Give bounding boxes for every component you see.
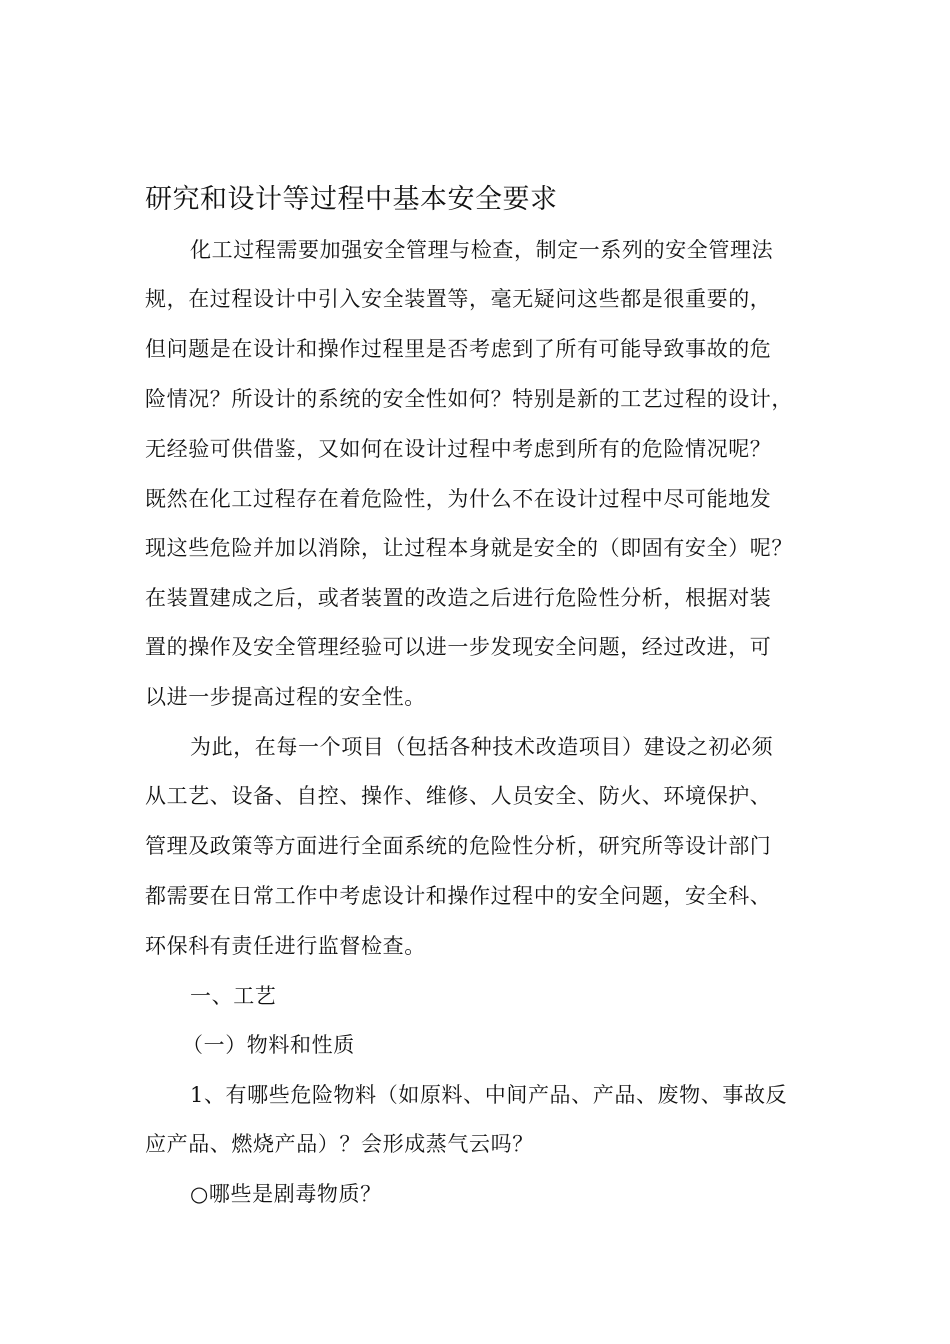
paragraph-1-line: 在装置建成之后，或者装置的改造之后进行危险性分析，根据对装 — [145, 586, 772, 610]
paragraph-2-line: 环保科有责任进行监督检查。 — [145, 934, 426, 958]
paragraph-1-line: 化工过程需要加强安全管理与检查，制定一系列的安全管理法 — [190, 238, 774, 262]
paragraph-1-line: 既然在化工过程存在着危险性，为什么不在设计过程中尽可能地发 — [145, 487, 772, 511]
paragraph-1-line: 置的操作及安全管理经验可以进一步发现安全问题，经过改进，可 — [145, 635, 772, 659]
list-item-line: ○哪些是剧毒物质？ — [190, 1182, 382, 1206]
paragraph-2-line: 都需要在日常工作中考虑设计和操作过程中的安全问题，安全科、 — [145, 884, 772, 908]
paragraph-1-line: 规，在过程设计中引入安全装置等，毫无疑问这些都是很重要的， — [145, 287, 772, 311]
subsection-heading: （一）物料和性质 — [182, 1033, 355, 1057]
paragraph-2-line: 从工艺、设备、自控、操作、维修、人员安全、防火、环境保护、 — [145, 784, 772, 808]
paragraph-1-line: 但问题是在设计和操作过程里是否考虑到了所有可能导致事故的危 — [145, 337, 772, 361]
list-item-line: 应产品、燃烧产品）？会形成蒸气云吗？ — [145, 1132, 534, 1156]
document-title: 研究和设计等过程中基本安全要求 — [145, 184, 558, 215]
section-heading: 一、工艺 — [190, 984, 277, 1008]
paragraph-1-line: 以进一步提高过程的安全性。 — [145, 685, 426, 709]
paragraph-1-line: 险情况？所设计的系统的安全性如何？特别是新的工艺过程的设计， — [145, 387, 793, 411]
paragraph-1-line: 现这些危险并加以消除，让过程本身就是安全的（即固有安全）呢？ — [145, 536, 793, 560]
paragraph-2-line: 为此，在每一个项目（包括各种技术改造项目）建设之初必须 — [190, 735, 774, 759]
paragraph-2-line: 管理及政策等方面进行全面系统的危险性分析，研究所等设计部门 — [145, 834, 772, 858]
paragraph-1-line: 无经验可供借鉴，又如何在设计过程中考虑到所有的危险情况呢？ — [145, 437, 772, 461]
list-item-line: 1、有哪些危险物料（如原料、中间产品、产品、废物、事故反 — [190, 1083, 788, 1107]
